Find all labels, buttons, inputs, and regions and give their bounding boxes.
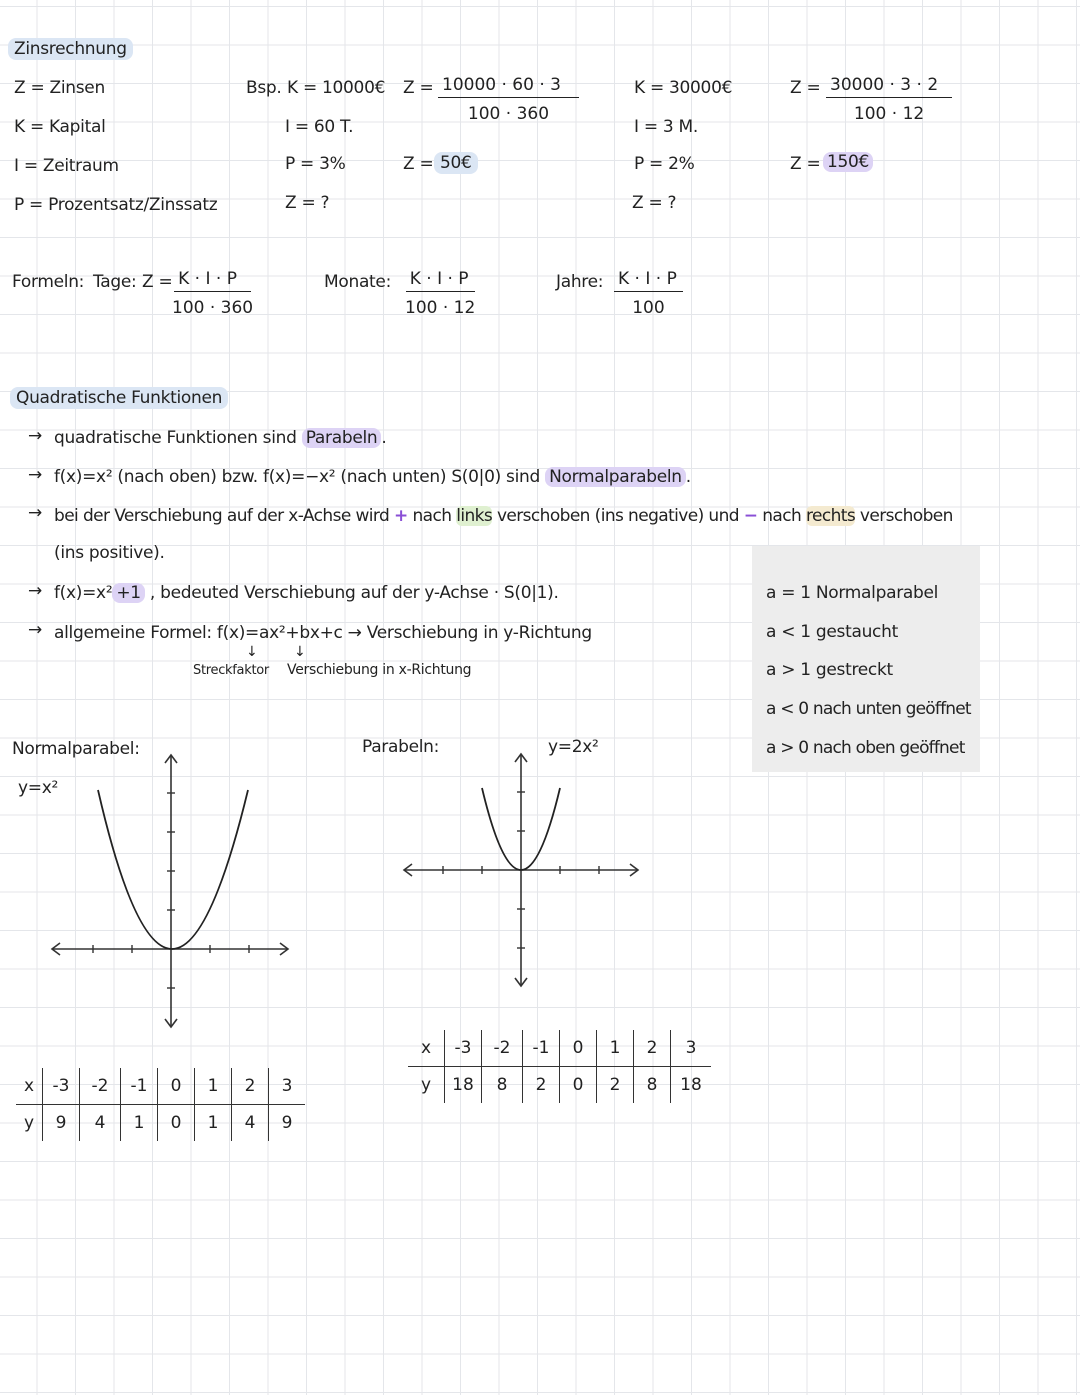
table-y-label: y [23,1113,35,1133]
bullet-allgemeine-formel: allgemeine Formel: f(x)=ax²+bx+c → Verschiebung in y-Richtung [54,623,592,643]
summary-line-1: a = 1 Normalparabel [766,583,939,603]
highlight-plus-one: +1 [112,583,144,603]
summary-line-4: a < 0 nach unten geöffnet [766,699,971,719]
def-i: I = Zeitraum [14,156,119,176]
table-cell: 0 [560,1067,597,1104]
table-cell: 1 [195,1068,232,1105]
table-cell: 0 [158,1105,195,1142]
monate-numerator: K · I · P [406,269,475,292]
ex1-p: P = 3% [285,154,346,174]
table-cell: 2 [523,1067,560,1104]
ex1-fraction [438,75,579,124]
ex2-denominator: 100 · 12 [853,104,925,124]
plus-sign: + [394,506,408,526]
table-cell: 0 [158,1068,195,1105]
graph1-plot [40,745,300,1035]
ex1-z: Z = ? [285,193,330,213]
table-cell: -2 [80,1068,121,1105]
bullet-normalparabeln [54,467,691,487]
ex1-result-prefix: Z = [403,154,434,174]
section-title-zinsrechnung: Zinsrechnung [8,38,133,60]
jahre-label: Jahre: [556,272,604,292]
def-z: Z = Zinsen [14,78,105,98]
note-verschiebung-x: Verschiebung in x-Richtung [287,662,472,678]
table-cell: -1 [121,1068,158,1105]
ex2-result: 150€ [823,152,873,172]
ex2-fraction [826,75,952,124]
table-cell: 3 [671,1030,712,1067]
table-x-label: x [408,1030,445,1067]
summary-line-3: a > 1 gestreckt [766,660,893,680]
bullet-text: f(x)=x² (nach oben) bzw. f(x)=−x² (nach unten) S(0|0) sind [54,467,546,487]
arrow-down-icon: ↓ [294,644,306,660]
graph2-value-table [408,1030,711,1103]
ex2-z-prefix: Z = [790,78,821,98]
bullet-arrow-icon: → [28,503,42,523]
tage-fraction [172,269,253,318]
table-row [408,1067,711,1104]
example-label: Bsp. [246,78,282,98]
table-cell: -3 [445,1030,482,1067]
bullet-text: quadratische Funktionen sind [54,428,302,448]
bullet-arrow-icon: → [28,426,42,446]
ex1-numerator: 10000 · 60 · 3 [438,75,579,98]
bullet-verschiebung-y [54,583,559,603]
def-k: K = Kapital [14,117,106,137]
section-title-quadratische-funktionen: Quadratische Funktionen [10,387,228,409]
ex2-result-prefix: Z = [790,154,821,174]
jahre-fraction [614,269,683,318]
table-cell: 9 [43,1105,80,1142]
table-row [16,1105,305,1142]
bullet-text: . [381,428,387,448]
highlight-parabeln: Parabeln [302,428,382,448]
table-row [408,1030,711,1067]
bullet-parabeln [54,428,387,448]
table-cell: 2 [232,1068,269,1105]
table-cell: -3 [43,1068,80,1105]
table-cell: 8 [482,1067,523,1104]
table-cell: -1 [523,1030,560,1067]
ex2-k: K = 30000€ [634,78,733,98]
summary-line-5: a > 0 nach oben geöffnet [766,738,965,758]
bullet-arrow-icon: → [28,465,42,485]
table-row [16,1068,305,1105]
tage-numerator: K · I · P [174,269,251,292]
ex1-result: 50€ [434,152,478,174]
summary-line-2: a < 1 gestaucht [766,622,898,642]
graph1-parabola [98,790,248,949]
bullet-arrow-icon: → [28,620,42,640]
monate-label: Monate: [324,272,392,292]
ex2-numerator: 30000 · 3 · 2 [826,75,952,98]
table-cell: 18 [671,1067,712,1104]
ex1-z-prefix: Z = [403,78,434,98]
graph2-title: Parabeln: [362,737,440,757]
bullet-text: verschoben (ins negative) und [492,506,744,526]
ex2-p: P = 2% [634,154,695,174]
table-cell: 4 [232,1105,269,1142]
table-x-label: x [16,1068,43,1105]
def-p: P = Prozentsatz/Zinssatz [14,195,218,215]
bullet-text: nach [407,506,457,526]
highlight-links: links [456,506,493,526]
monate-denominator: 100 · 12 [405,298,476,318]
bullet-text: , bedeuted Verschiebung auf der y-Achse · S(0|1). [144,583,559,603]
bullet-text: bei der Verschiebung auf der x-Achse wird [54,506,395,526]
bullet-text: verschoben [855,506,953,526]
bullet-text: . [685,467,691,487]
graph2-plot [398,750,648,990]
ex1-denominator: 100 · 360 [467,104,550,124]
table-cell: 2 [634,1030,671,1067]
note-streckfaktor: Streckfaktor [193,663,269,678]
table-y-label: y [420,1075,432,1095]
ex2-i: I = 3 M. [634,117,698,137]
bullet-text: f(x)=x² [54,583,113,603]
table-cell: 18 [445,1067,482,1104]
graph2-equation: y=2x² [548,737,599,757]
table-cell: 4 [80,1105,121,1142]
bullet-arrow-icon: → [28,581,42,601]
minus-sign: − [743,506,758,526]
graph1-equation: y=x² [18,778,58,798]
ex1-i: I = 60 T. [285,117,354,137]
table-cell: 9 [269,1105,306,1142]
jahre-denominator: 100 [632,298,665,318]
formulas-label: Formeln: [12,272,85,292]
bullet-text: nach [757,506,806,526]
graph1-value-table [16,1068,305,1141]
table-cell: -2 [482,1030,523,1067]
table-cell: 1 [195,1105,232,1142]
ex2-z: Z = ? [632,193,677,213]
table-cell: 1 [597,1030,634,1067]
highlight-rechts: rechts [805,506,856,526]
ex1-k: K = 10000€ [287,78,386,98]
table-cell: 0 [560,1030,597,1067]
monate-fraction [405,269,475,318]
bullet-verschiebung-x [54,506,953,526]
graph1-title: Normalparabel: [12,739,140,759]
jahre-numerator: K · I · P [614,269,683,292]
table-cell: 2 [597,1067,634,1104]
arrow-down-icon: ↓ [246,644,258,660]
tage-prefix: Z = [142,272,173,292]
bullet-continuation: (ins positive). [54,543,165,563]
table-cell: 8 [634,1067,671,1104]
tage-denominator: 100 · 360 [172,298,254,318]
table-cell: 1 [121,1105,158,1142]
table-cell: 3 [269,1068,306,1105]
tage-label: Tage: [93,272,137,292]
highlight-normalparabeln: Normalparabeln [545,467,686,487]
